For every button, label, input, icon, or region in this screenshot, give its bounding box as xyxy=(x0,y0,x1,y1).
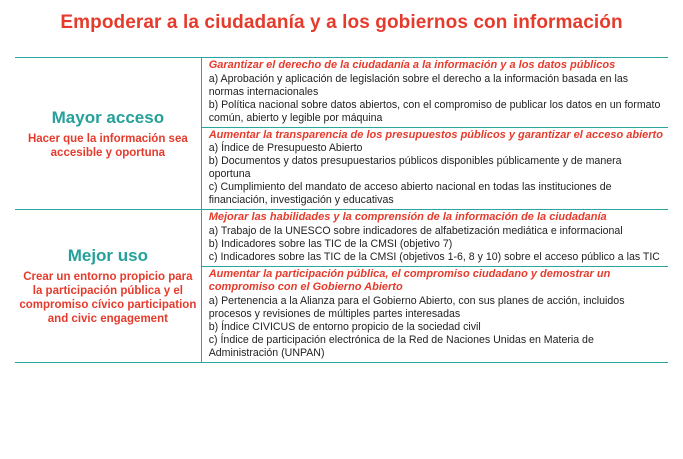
goal-block xyxy=(202,266,668,362)
page-title: Empoderar a la ciudadanía y a los gobiernos con información xyxy=(60,12,623,33)
section-heading: Mejor uso xyxy=(67,245,148,265)
goal-title: Aumentar la transparencia de los presupuestos públicos y garantizar el acceso abierto xyxy=(208,128,663,141)
section-label xyxy=(15,58,201,209)
goal-block xyxy=(202,58,668,127)
indicator-item: c) Cumplimiento del mandato de acceso abierto nacional en todas las instituciones de financiación, investigación y educativas xyxy=(208,181,612,206)
goal-block xyxy=(202,127,668,210)
section-mayor-acceso xyxy=(15,58,668,210)
indicator-table xyxy=(15,57,668,363)
section-label xyxy=(15,210,201,362)
indicator-item: a) Índice de Presupuesto Abierto xyxy=(208,142,363,154)
indicator-item: c) Indicadores sobre las TIC de la CMSI (objetivos 1-6, 8 y 10) sobre el acceso público a las TIC xyxy=(208,250,660,263)
goal-block xyxy=(202,210,668,266)
indicator-item: b) Indicadores sobre las TIC de la CMSI (objetivo 7) xyxy=(208,237,453,250)
section-content xyxy=(201,210,668,362)
indicator-item: a) Pertenencia a la Alianza para el Gobierno Abierto, con sus planes de acción, incluidos procesos y revisiones de múltiples partes interesadas xyxy=(208,294,625,320)
goal-title: Aumentar la participación pública, el compromiso ciudadano y demostrar un compromiso con el Gobierno Abierto xyxy=(208,267,611,293)
indicator-item: c) Índice de participación electrónica de la Red de Naciones Unidas en Materia de Administración (UNPAN) xyxy=(208,333,594,359)
section-heading: Mayor acceso xyxy=(51,107,165,127)
goal-title: Garantizar el derecho de la ciudadanía a la información y a los datos públicos xyxy=(208,59,616,71)
goal-title: Mejorar las habilidades y la comprensión de la información de la ciudadanía xyxy=(208,211,607,223)
indicator-item: a) Trabajo de la UNESCO sobre indicadores de alfabetización mediática e informacional xyxy=(208,224,623,237)
section-content xyxy=(201,58,668,209)
indicator-item: a) Aprobación y aplicación de legislación sobre el derecho a la información basada en las normas internacionales xyxy=(208,72,629,98)
indicator-item: b) Índice CIVICUS de entorno propicio de la sociedad civil xyxy=(208,320,481,333)
section-subheading: Crear un entorno propicio para la participación pública y el compromiso cívico participation and civic engagement xyxy=(19,270,197,325)
indicator-item: b) Política nacional sobre datos abiertos, con el compromiso de publicar los datos en un formato común, abierto y legible por máquina xyxy=(208,98,661,124)
section-subheading: Hacer que la información sea accesible y oportuna xyxy=(27,132,188,159)
section-mejor-uso xyxy=(15,210,668,363)
indicator-item: b) Documentos y datos presupuestarios públicos disponibles públicamente y de manera oportuna xyxy=(208,155,622,180)
